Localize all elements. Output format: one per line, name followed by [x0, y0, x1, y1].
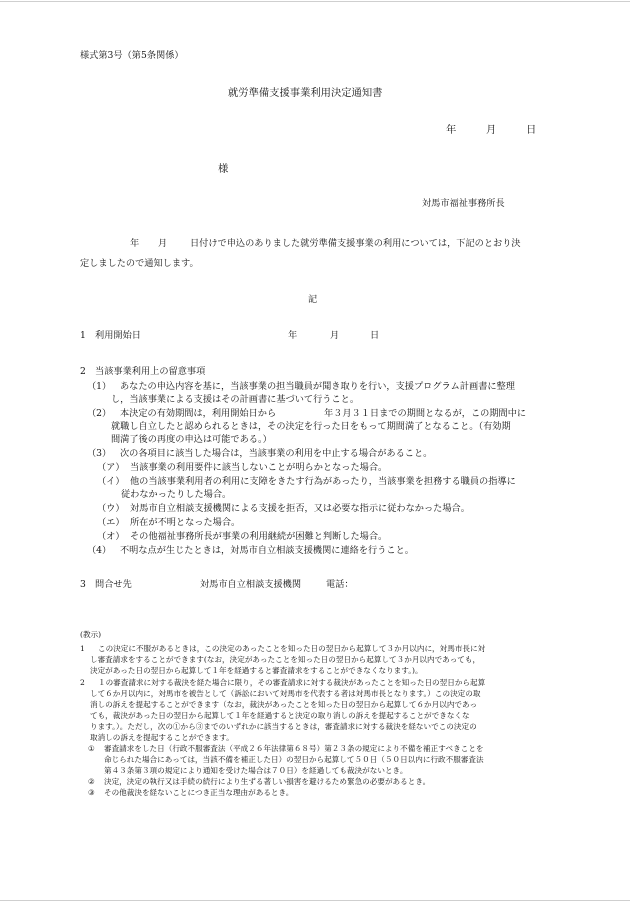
subitem-i-line: 他の当該事業利用者の利用に支障をきたす行為があったり，当該事業を担務する職員の指導に: [130, 476, 516, 487]
subitem-u-line: 対馬市自立相談支援機関による支援を拒否，又は必要な指示に従わなかった場合。: [130, 503, 470, 514]
intro-text-1: 日付けで申込のありました就労準備支援事業の利用については，下記のとおり決: [190, 238, 521, 249]
notice-1-line: この決定に不服があるときは，この決定のあったことを知った日の翌日から起算して３か月以内に，対馬市長に対: [98, 644, 486, 653]
intro-text-2: 定しましたので通知します。: [80, 258, 199, 269]
note-4-line: 不明な点が生じたときは，対馬市自立相談支援機関に連絡を行うこと。: [120, 545, 414, 556]
note-1-number: （1）: [87, 381, 112, 392]
notice-1-line: 決定があった日の翌日から起算して１年を経過すると審査請求をすることができなくなります。)。: [90, 666, 423, 675]
note-2-line: 本決定の有効期間は，利用開始日から: [120, 408, 277, 419]
condition-3-line: その他裁決を経ないことにつき正当な理由があるとき。: [104, 788, 294, 797]
note-1-line: し，当該事業による支援はその計画書に基づいて行うこと。: [111, 394, 360, 405]
contact-organization: 対馬市自立相談支援機関: [200, 579, 302, 590]
subitem-o-line: その他福祉事務所長が事業の利用継続が困難と判断した場合。: [130, 531, 388, 542]
subitem-e-number: （エ）: [97, 517, 125, 528]
notice-1-number: 1: [80, 644, 85, 653]
subitem-a-line: 当該事業の利用要件に該当しないことが明らかとなった場合。: [130, 462, 388, 473]
date-day: 日: [526, 124, 537, 136]
subitem-o-number: （オ）: [97, 531, 125, 542]
bottom-frame-line: [0, 900, 630, 901]
notes-title: 2 当該事業利用上の留意事項: [80, 366, 206, 377]
condition-1-number: ①: [88, 744, 95, 753]
date-year: 年: [446, 124, 457, 136]
start-date-month: 月: [330, 330, 340, 341]
condition-1-line: 命じられた場合にあっては，当該不備を補正した日）の翌日から起算して５０日（５０日以内に行政不服審査法: [104, 755, 484, 764]
notice-2-number: 2: [80, 678, 85, 687]
document-title: 就労準備支援事業利用決定通知書: [228, 87, 383, 99]
contact-phone-label: 電話：: [326, 579, 354, 590]
note-3-number: （3）: [87, 448, 112, 459]
note-2-line: 年３月３１日までの期間となるが，この期間中に: [324, 408, 527, 419]
intro-year: 年: [130, 238, 140, 249]
condition-1-line: 第４３条第３項の規定により通知を受けた場合は７０日）を経過しても裁決がないとき。: [104, 766, 408, 775]
start-date-label: 1 利用開始日: [80, 330, 141, 341]
ki-mark: 記: [308, 294, 318, 305]
start-date-year: 年: [288, 330, 298, 341]
notice-2-line: 消しの訴えを提起することができます（なお，裁決があったことを知った日の翌日から起算して６か月以内であっ: [90, 700, 478, 709]
notice-2-line: ても，裁決があった日の翌日から起算して１年を経過すると決定の取り消しの訴えを提起することができなくな: [90, 711, 470, 720]
subitem-e-line: 所在が不明となった場合。: [130, 517, 241, 528]
note-2-line: 就職し自立したと認められるときは，その決定を行った日をもって期間満了となること。（有効期: [111, 421, 511, 432]
subitem-i-line: 従わなかったりした場合。: [121, 489, 232, 500]
top-frame-line: [0, 1, 630, 2]
note-4-number: （4）: [87, 545, 112, 556]
date-month: 月: [486, 124, 497, 136]
note-2-number: （2）: [87, 408, 112, 419]
condition-2-number: ②: [88, 777, 95, 786]
condition-1-line: 審査請求をした日（行政不服審査法（平成２６年法律第６８号）第２３条の規定により不備を補正すべきことを: [104, 744, 484, 753]
notice-1-line: し審査請求をすることができます(なお，決定があったことを知った日の翌日から起算して３か月以内であっても，: [90, 655, 481, 664]
notice-2-line: 取消しの訴えを提起することができます。: [90, 733, 234, 742]
intro-month: 月: [158, 238, 168, 249]
note-3-line: 次の各項目に該当した場合は，当該事業の利用を中止する場合があること。: [120, 448, 433, 459]
subitem-u-number: （ウ）: [97, 503, 125, 514]
condition-3-number: ③: [88, 788, 95, 797]
notice-title: (教示): [80, 630, 102, 639]
addressee-suffix: 様: [218, 163, 229, 175]
subitem-i-number: （イ）: [97, 476, 125, 487]
condition-2-line: 決定，決定の執行又は手続の続行により生ずる著しい損害を避けるため緊急の必要があるとき。: [104, 777, 431, 786]
form-number: 様式第3号（第5条関係）: [80, 50, 184, 61]
contact-label: 3 問合せ先: [80, 579, 132, 590]
start-date-day: 日: [370, 330, 380, 341]
note-1-line: あなたの申込内容を基に，当該事業の担当職員が聞き取りを行い，支援プログラム計画書に整理: [120, 381, 515, 392]
note-2-line: 間満了後の再度の申込は可能である。）: [111, 434, 272, 445]
notice-2-line: して６か月以内に，対馬市を被告として（訴訟において対馬市を代表する者は対馬市長となります。）この決定の取: [90, 689, 481, 698]
subitem-a-number: （ア）: [97, 462, 125, 473]
notice-2-line: ります。）。ただし，次の①から③までのいずれかに該当するときは，審査請求に対する裁決を経ないでこの決定の: [90, 722, 477, 731]
notice-2-line: １の審査請求に対する裁決を経た場合に限り，その審査請求に対する裁決があったことを知った日の翌日から起算: [98, 678, 486, 687]
issuer: 対馬市福祉事務所長: [422, 198, 505, 209]
